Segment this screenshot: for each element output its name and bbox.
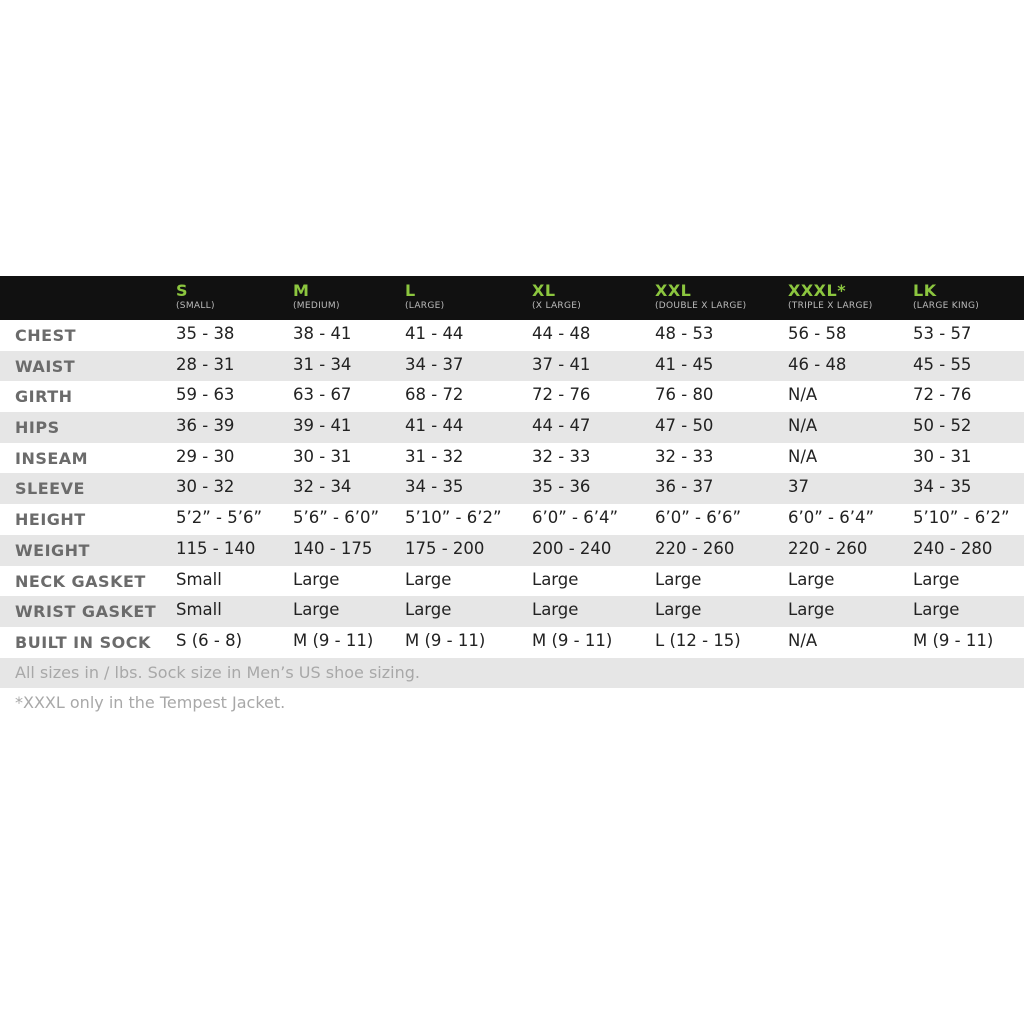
measurement-value: 36 - 37 — [655, 477, 714, 497]
xxxl-note — [0, 688, 1024, 718]
measurement-value: M (9 - 11) — [532, 630, 613, 650]
measurement-value: Small — [176, 569, 222, 589]
measurement-value: Large — [293, 569, 340, 589]
size-name: (LARGE) — [405, 301, 445, 311]
measurement-value: 5’2” - 5’6” — [176, 508, 263, 528]
measurement-value: 220 - 260 — [788, 538, 868, 558]
measurement-value: 53 - 57 — [913, 324, 972, 343]
measurement-value: Large — [788, 569, 835, 589]
measurement-value: L (12 - 15) — [655, 630, 741, 650]
measurement-value: 29 - 30 — [176, 446, 235, 466]
measurement-value: 50 - 52 — [913, 416, 972, 436]
measurement-value: 115 - 140 — [176, 538, 256, 558]
measurement-value: N/A — [788, 385, 818, 405]
measurement-value: Large — [532, 600, 579, 620]
measurement-value: 200 - 240 — [532, 538, 612, 558]
size-name: (X LARGE) — [532, 301, 582, 311]
measurement-value: Large — [532, 569, 579, 589]
measurement-value: Large — [913, 569, 960, 589]
measurement-value: 5’10” - 6’2” — [405, 508, 502, 528]
measurement-value: 41 - 44 — [405, 416, 464, 436]
measurement-row — [0, 320, 1024, 351]
size-code: XXXL* — [788, 281, 847, 300]
measurement-value: 175 - 200 — [405, 538, 485, 558]
size-header-row — [0, 276, 1024, 320]
measurement-value: 37 — [788, 477, 809, 497]
measurement-label: WEIGHT — [15, 540, 90, 560]
measurement-label: HEIGHT — [15, 510, 86, 530]
measurement-row — [0, 535, 1024, 566]
measurement-value: 31 - 32 — [405, 446, 464, 466]
measurement-value: N/A — [788, 416, 818, 436]
measurement-value: 28 - 31 — [176, 354, 235, 374]
measurement-row — [0, 381, 1024, 412]
measurement-value: 35 - 38 — [176, 324, 235, 343]
measurement-value: 45 - 55 — [913, 354, 972, 374]
measurement-value: 35 - 36 — [532, 477, 591, 497]
measurement-value: 44 - 48 — [532, 324, 591, 343]
size-column-header — [655, 282, 746, 312]
measurement-value: 6’0” - 6’4” — [532, 508, 619, 528]
size-code: XL — [532, 281, 556, 300]
size-code: L — [405, 281, 416, 300]
measurement-value: 36 - 39 — [176, 416, 235, 436]
measurement-value: 220 - 260 — [655, 538, 735, 558]
measurement-label: WRIST GASKET — [15, 602, 157, 622]
measurement-value: M (9 - 11) — [293, 630, 374, 650]
size-column-header — [293, 282, 340, 312]
measurement-value: 59 - 63 — [176, 385, 235, 405]
size-chart-body — [0, 320, 1024, 658]
measurement-value: 30 - 31 — [913, 446, 972, 466]
measurement-value: 30 - 32 — [176, 477, 235, 497]
measurement-label: WAIST — [15, 356, 76, 376]
measurement-value: 76 - 80 — [655, 385, 714, 405]
measurement-value: 38 - 41 — [293, 324, 352, 343]
size-column-header — [176, 282, 215, 312]
size-name: (LARGE KING) — [913, 301, 980, 311]
measurement-label: BUILT IN SOCK — [15, 632, 151, 652]
size-column-header — [913, 282, 979, 312]
size-name: (SMALL) — [176, 301, 215, 311]
measurement-value: 41 - 44 — [405, 324, 464, 343]
measurement-value: 41 - 45 — [655, 354, 714, 374]
measurement-label: CHEST — [15, 326, 76, 345]
measurement-value: Large — [913, 600, 960, 620]
size-code: LK — [913, 281, 937, 300]
size-name: (DOUBLE X LARGE) — [655, 301, 747, 311]
units-note — [0, 658, 1024, 688]
measurement-value: 30 - 31 — [293, 446, 352, 466]
measurement-row — [0, 566, 1024, 597]
measurement-label: INSEAM — [15, 448, 89, 468]
measurement-row — [0, 351, 1024, 382]
measurement-value: Large — [405, 569, 452, 589]
measurement-row — [0, 627, 1024, 658]
measurement-value: 6’0” - 6’6” — [655, 508, 742, 528]
measurement-value: 34 - 35 — [405, 477, 464, 497]
measurement-value: 32 - 33 — [532, 446, 591, 466]
measurement-value: 44 - 47 — [532, 416, 591, 436]
measurement-value: 46 - 48 — [788, 354, 847, 374]
measurement-row — [0, 473, 1024, 504]
measurement-value: Large — [293, 600, 340, 620]
measurement-value: 37 - 41 — [532, 354, 591, 374]
size-column-header — [532, 282, 581, 312]
measurement-value: 68 - 72 — [405, 385, 464, 405]
measurement-value: Large — [788, 600, 835, 620]
measurement-value: 32 - 34 — [293, 477, 352, 497]
measurement-row — [0, 443, 1024, 474]
size-code: XXL — [655, 281, 692, 300]
size-column-header — [788, 282, 873, 312]
measurement-value: M (9 - 11) — [405, 630, 486, 650]
measurement-row — [0, 412, 1024, 443]
measurement-value: 34 - 35 — [913, 477, 972, 497]
measurement-label: SLEEVE — [15, 479, 85, 499]
size-name: (TRIPLE X LARGE) — [788, 301, 873, 311]
measurement-value: 6’0” - 6’4” — [788, 508, 875, 528]
measurement-value: 56 - 58 — [788, 324, 847, 343]
measurement-value: 5’10” - 6’2” — [913, 508, 1010, 528]
measurement-value: Large — [655, 600, 702, 620]
measurement-value: 72 - 76 — [913, 385, 972, 405]
measurement-value: 72 - 76 — [532, 385, 591, 405]
measurement-value: 48 - 53 — [655, 324, 714, 343]
measurement-row — [0, 504, 1024, 535]
measurement-value: S (6 - 8) — [176, 630, 243, 650]
measurement-value: 39 - 41 — [293, 416, 352, 436]
size-column-header — [405, 282, 444, 312]
measurement-value: N/A — [788, 446, 818, 466]
measurement-value: Small — [176, 600, 222, 620]
measurement-value: 32 - 33 — [655, 446, 714, 466]
measurement-value: 34 - 37 — [405, 354, 464, 374]
measurement-value: M (9 - 11) — [913, 630, 994, 650]
measurement-value: 140 - 175 — [293, 538, 373, 558]
size-code: S — [176, 281, 189, 300]
measurement-value: 5’6” - 6’0” — [293, 508, 380, 528]
measurement-label: HIPS — [15, 418, 60, 438]
measurement-value: 240 - 280 — [913, 538, 993, 558]
measurement-value: N/A — [788, 630, 818, 650]
measurement-value: 31 - 34 — [293, 354, 352, 374]
size-name: (MEDIUM) — [293, 301, 340, 311]
measurement-label: NECK GASKET — [15, 571, 146, 591]
measurement-value: Large — [655, 569, 702, 589]
measurement-label: GIRTH — [15, 387, 73, 407]
size-code: M — [293, 281, 310, 300]
units-note-text: All sizes in / lbs. Sock size in Men’s US shoe sizing. — [15, 662, 420, 682]
size-chart — [0, 276, 1024, 718]
xxxl-note-text: *XXXL only in the Tempest Jacket. — [15, 692, 286, 712]
measurement-value: Large — [405, 600, 452, 620]
measurement-row — [0, 596, 1024, 627]
measurement-value: 63 - 67 — [293, 385, 352, 405]
measurement-value: 47 - 50 — [655, 416, 714, 436]
